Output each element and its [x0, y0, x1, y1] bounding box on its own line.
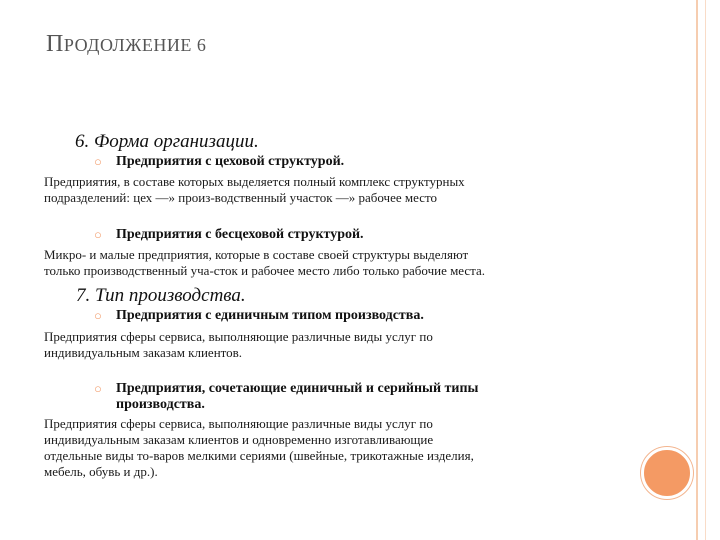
description-line: индивидуальным заказам клиентов. — [44, 345, 243, 360]
decorative-circle — [641, 447, 693, 499]
hollow-circle-bullet-icon: ○ — [94, 308, 102, 323]
bullet-item-mixed-production — [94, 381, 479, 413]
bullet-description — [44, 329, 634, 361]
decorative-border-line-thin — [705, 0, 706, 540]
description-line: отдельные виды то-варов мелкими сериями (швейные, трикотажные изделия, — [44, 448, 474, 463]
bullet-label: Предприятия с цеховой структурой. — [116, 154, 345, 169]
bullet-label: Предприятия с бесцеховой структурой. — [116, 227, 364, 242]
description-line: подразделений: цех —» произ-водственный участок —» рабочее место — [44, 190, 437, 205]
bullet-label: Предприятия с единичным типом производства. — [116, 308, 424, 323]
bullet-item-workshopless-structure — [94, 227, 364, 243]
slide-title — [46, 31, 206, 58]
bullet-label: производства. — [116, 397, 205, 412]
description-line: индивидуальным заказам клиентов и одновременно изготавливающие — [44, 432, 434, 447]
description-line: Предприятия сферы сервиса, выполняющие различные виды услуг по — [44, 329, 433, 344]
description-line: Микро- и малые предприятия, которые в составе своей структуры выделяют — [44, 247, 469, 262]
bullet-item-workshop-structure — [94, 154, 345, 170]
decorative-border-line — [696, 0, 698, 540]
description-line: мебель, обувь и др.). — [44, 464, 158, 479]
bullet-label: Предприятия, сочетающие единичный и серийный типы — [116, 381, 479, 396]
hollow-circle-bullet-icon: ○ — [94, 381, 102, 396]
hollow-circle-bullet-icon: ○ — [94, 154, 102, 169]
bullet-description — [44, 174, 634, 206]
hollow-circle-bullet-icon: ○ — [94, 227, 102, 242]
description-line: Предприятия, в составе которых выделяется полный комплекс структурных — [44, 174, 465, 189]
description-line: только производственный уча-сток и рабочее место либо только рабочие места. — [44, 263, 486, 278]
section-heading-production-type: 7. Тип производства. — [76, 285, 246, 306]
bullet-description — [44, 416, 634, 480]
slide-title-text: ПРОДОЛЖЕНИЕ 6 — [46, 31, 207, 57]
description-line: Предприятия сферы сервиса, выполняющие различные виды услуг по — [44, 416, 433, 431]
bullet-description — [44, 247, 634, 279]
bullet-item-single-production — [94, 308, 424, 324]
section-heading-form: 6. Форма организации. — [75, 131, 259, 152]
